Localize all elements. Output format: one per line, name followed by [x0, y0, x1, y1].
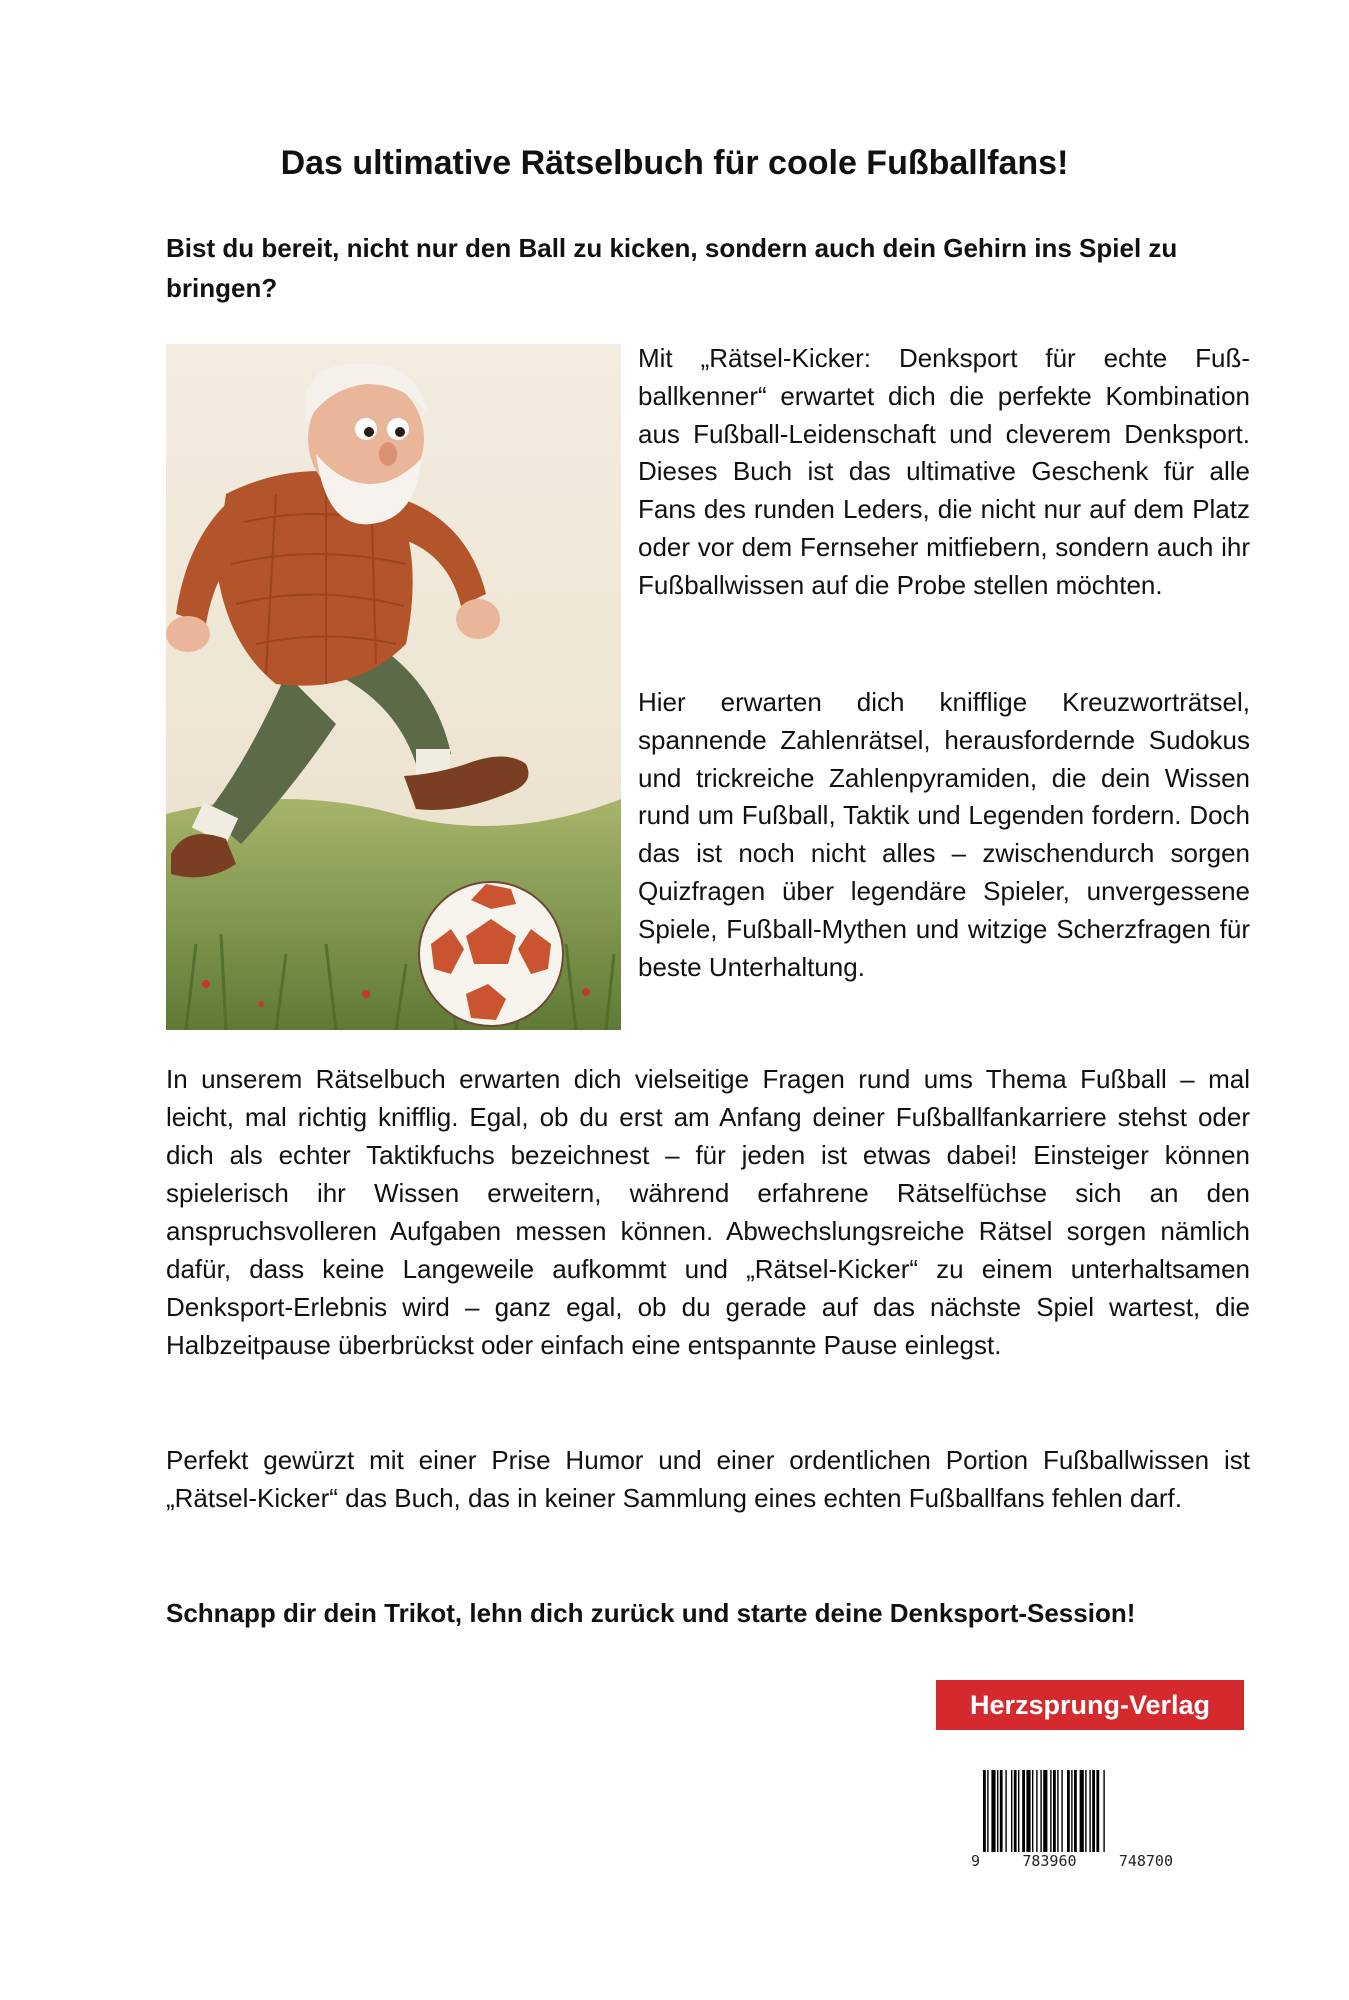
barcode-bar [1018, 1770, 1019, 1852]
barcode-bar [1061, 1770, 1062, 1852]
barcode-digits [969, 1852, 1175, 1870]
barcode-bar [1096, 1770, 1099, 1852]
barcode-bar [1043, 1770, 1047, 1852]
description-paragraph-3: In unserem Rätselbuch erwarten dich vielseitige Fragen rund ums Thema Fußball – mal leicht, mal richtig knifflig. Egal, ob du erst am Anfang deiner Fußballfankarriere stehst oder dich als echter Taktikfuchs bezeichnest – für jeden ist etwas dabei! Einsteiger können spielerisch ihr Wissen erweitern, während erfahrene Rätselfüchse sich an den anspruchsvolleren Aufgaben messen können. Abwechslungsreiche Rätsel sorgen nämlich dafür, dass keine Langeweile aufkommt und „Rätsel-Kicker“ zu einem unterhaltsamen Denksport-Erlebnis wird – ganz egal, ob du gerade auf das nächste Spiel wartest, die Halbzeitpause überbrückst oder einfach eine entspannte Pause einlegst. [166, 1064, 1250, 1360]
barcode-bar [1026, 1770, 1030, 1852]
barcode-bar [1053, 1770, 1056, 1852]
barcode-digits-left: 783960 [1022, 1852, 1077, 1870]
barcode-bar [1080, 1770, 1084, 1852]
barcode-bar [1085, 1770, 1086, 1852]
barcode-bar [983, 1770, 986, 1852]
barcode-bar [1050, 1770, 1051, 1852]
barcode-bar [1014, 1770, 1017, 1852]
barcode-digits-right: 748700 [1118, 1852, 1173, 1870]
description-paragraph-1: Mit „Rätsel-Kicker: Denksport für echte Fußballkenner“ erwartet dich die perfekte Kombination aus Fußball-Leidenschaft und cleverem Denksport. Dieses Buch ist das ultimative Geschenk für alle Fans des runden Leders, die nicht nur auf dem Platz oder vor dem Fernseher mitfiebern, sondern auch ihr Fußballwissen auf die Probe stellen möchten. [638, 343, 1250, 600]
barcode-bar [987, 1770, 988, 1852]
barcode-bar [1074, 1770, 1077, 1852]
barcode-bar [1000, 1770, 1003, 1852]
barcode-bars [969, 1766, 1175, 1856]
closing-call-to-action: Schnapp dir dein Trikot, lehn dich zurück und starte deine Denksport-Session! [166, 1598, 1136, 1628]
barcode-bar [1032, 1770, 1033, 1852]
barcode-bar [1011, 1770, 1012, 1852]
barcode-bar [1092, 1770, 1095, 1852]
barcode-bar [1040, 1770, 1041, 1852]
barcode-bar [1089, 1770, 1090, 1852]
barcode-bar [997, 1770, 998, 1852]
barcode-bar [1057, 1770, 1058, 1852]
barcode-bar [1022, 1770, 1025, 1852]
intro-question: Bist du bereit, nicht nur den Ball zu kicken, sondern auch dein Gehirn ins Spiel zu bringen? [166, 233, 1178, 303]
description-paragraph-2: Hier erwarten dich knifflige Kreuzworträtsel, spannende Zahlenrätsel, herausfordernde Sudokus und trickreiche Zahlenpyramiden, die dein Wissen rund um Fußball, Taktik und Legenden fordern. Doch das ist noch nicht alles – zwischendurch sorgen Quizfragen über legendäre Spieler, unvergessene Spiele, Fußball-Mythen und witzige Scherzfragen für beste Unterhaltung. [638, 687, 1250, 982]
headline: Das ultimative Rätselbuch für coole Fußballfans! [280, 144, 1069, 182]
barcode-bar [1103, 1770, 1104, 1852]
cover-illustration-old-man-kicking-ball [166, 344, 621, 1030]
barcode-bar [1071, 1770, 1072, 1852]
publisher-badge: Herzsprung-Verlag [936, 1680, 1244, 1730]
barcode-bar [1067, 1770, 1070, 1852]
barcode-bar [1036, 1770, 1037, 1852]
description-paragraph-4: Perfekt gewürzt mit einer Prise Humor und einer ordentlichen Portion Fußballwissen ist „Rätsel-Kicker“ das Buch, das in keiner Sammlung eines echten Fußballfans fehlen darf. [166, 1445, 1250, 1513]
barcode-digit-first: 9 [971, 1852, 981, 1870]
barcode-bar [1005, 1770, 1006, 1852]
barcode-bar [991, 1770, 995, 1852]
